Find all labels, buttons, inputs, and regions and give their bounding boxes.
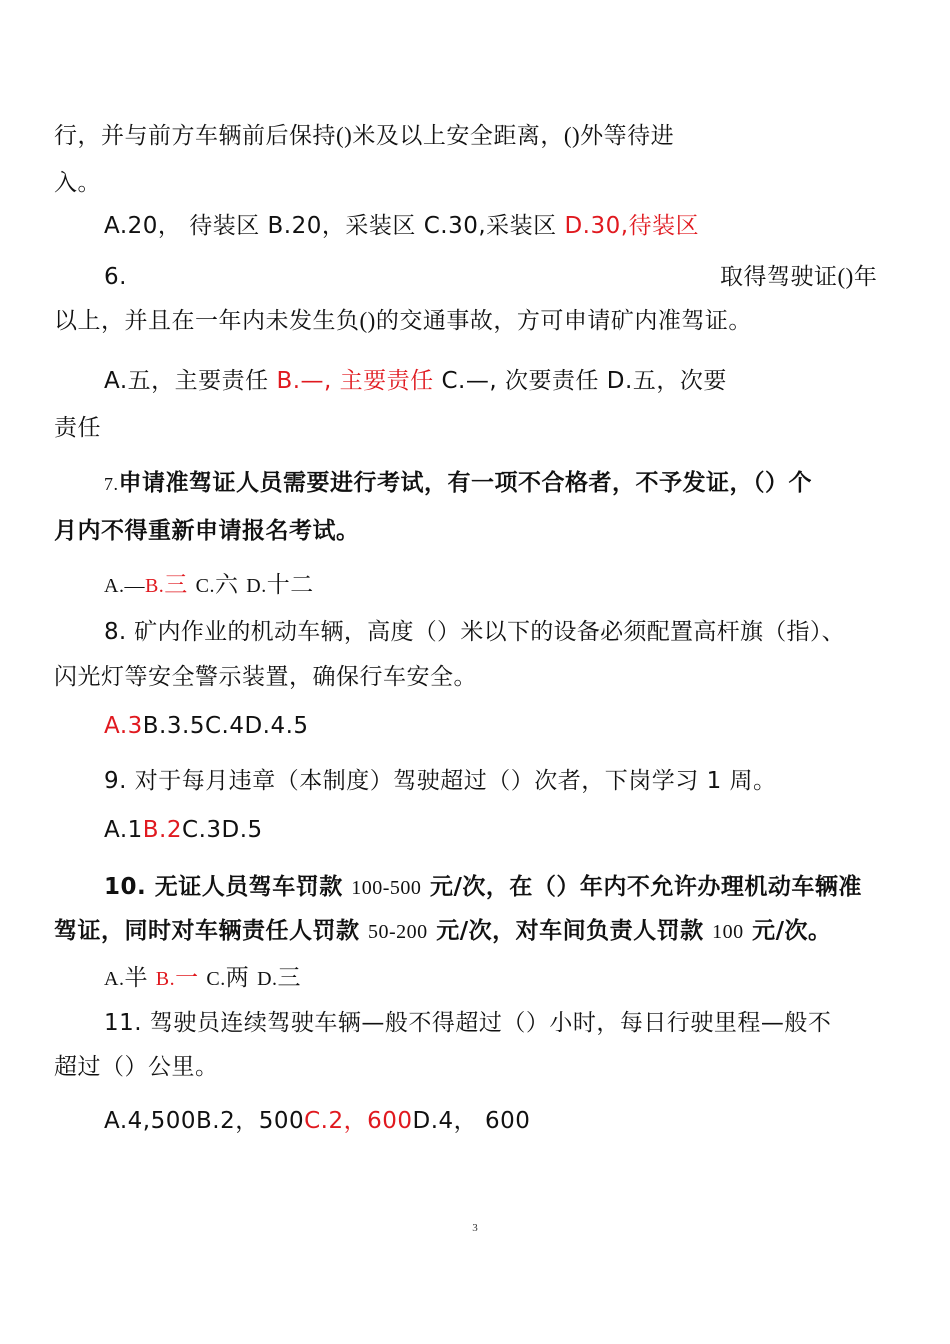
q6-number: 6. [104,264,127,290]
page-number: 3 [472,1222,478,1234]
q7-text: 申请准驾证人员需要进行考试，有一项不合格者，不予发证，（）个 [118,470,812,496]
q9-options-rest: C.3D.5 [182,817,263,843]
q5-option-a: A.20， 待装区 [104,213,260,239]
q6-option-b-answer: B.—, 主要责任 [276,368,434,394]
q7-option-c-prefix: C. [195,575,215,597]
q5-option-d-answer: D.30,待装区 [564,213,700,239]
q8-line-2: 闪光灯等安全警示装置，确保行车安全。 [54,664,477,689]
q7-option-b-answer: 三 [164,572,188,598]
q10-text-b: 元/次，在（）年内不允许办理机动车辆准 [421,874,862,900]
q5-line-2: 入。 [54,170,101,195]
q10-fine-range: 100-500 [351,877,422,899]
q10-option-c: 两 [225,965,258,991]
q9-line-1: 9. 对于每月违章（本制度）驾驶超过（）次者，下岗学习 1 周。 [104,768,777,794]
q8-options-rest: B.3.5C.4D.4.5 [142,713,309,739]
q6-option-a: A.五，主要责任 [104,368,269,394]
q10-option-b-prefix: B. [155,968,176,990]
q10-text-a: 10. 无证人员驾车罚款 [104,874,352,900]
q11-options [104,1106,530,1136]
q11-option-d: D.4， 600 [412,1108,531,1134]
q6-line-2: 以上，并且在一年内未发生负()的交通事故，方可申请矿内准驾证。 [54,308,752,333]
q10-text-e: 元/次。 [743,918,832,944]
q8-line-1: 8. 矿内作业的机动车辆，高度（）米以下的设备必须配置高杆旗（指）、 [104,619,845,645]
q5-options [104,211,699,241]
q7-line-2: 月内不得重新申请报名考试。 [54,518,360,544]
q9-option-b-answer: B.2 [142,817,183,843]
q10-fine-amount: 100 [712,921,744,943]
q11-options-ab: A.4,500B.2，500 [104,1108,305,1134]
q11-option-c-answer: C.2，600 [304,1108,413,1134]
q6-options [104,366,727,396]
q10-option-d-prefix: D. [257,968,278,990]
q10-text-d: 元/次，对车间负责人罚款 [427,918,713,944]
q7-options [104,570,314,601]
q10-line-2 [54,916,832,947]
q6-option-d: D.五，次要 [606,368,727,394]
q6-option-d-cont: 责任 [54,415,101,440]
q5-line-1: 行，并与前方车辆前后保持()米及以上安全距离，()外等待进 [54,123,675,148]
q7-line-1 [104,468,812,499]
q10-text-c: 驾证，同时对车辆责任人罚款 [54,918,369,944]
q10-fine-range-2: 50-200 [368,921,428,943]
q9-option-a: A.1 [104,817,143,843]
q7-option-c: 六 [214,572,239,598]
q6-line-1: 取得驾驶证()年 [720,264,878,289]
q7-option-d-prefix: D. [246,575,267,597]
q5-option-c: C.30,采装区 [423,213,557,239]
q10-option-a: 半 [124,965,156,991]
q8-option-a-answer: A.3 [104,713,143,739]
q7-option-b-prefix: B. [144,575,165,597]
q11-line-1: 11. 驾驶员连续驾驶车辆—般不得超过（）小时，每日行驶里程—般不 [104,1010,832,1036]
q9-options [104,815,263,845]
q7-number: 7. [104,474,119,494]
q5-option-b: B.20，采装区 [267,213,416,239]
q10-line-1 [104,872,862,903]
q10-options [104,963,301,994]
q10-option-d: 三 [277,965,302,991]
q6-option-c: C.—, 次要责任 [441,368,599,394]
q8-options [104,711,309,741]
q11-line-2: 超过（）公里。 [54,1054,219,1079]
q10-option-c-prefix: C. [206,968,226,990]
q7-option-a: A.— [104,575,145,597]
q7-option-d: 十二 [266,572,314,598]
q10-option-a-prefix: A. [104,968,125,990]
q10-option-b-answer: 一 [175,965,207,991]
